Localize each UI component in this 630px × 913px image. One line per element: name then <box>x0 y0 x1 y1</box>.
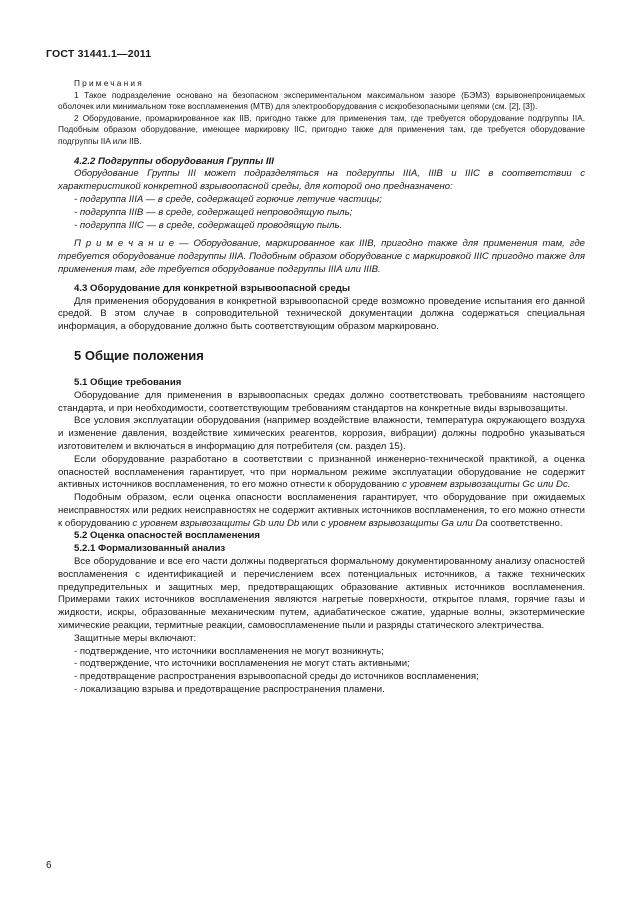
list-item: - локализацию взрыва и предотвращение распространения пламени. <box>74 684 385 696</box>
section-heading: 4.2.2 Подгруппы оборудования Группы III <box>74 155 274 167</box>
paragraph: Все оборудование и все его части должны подвергаться формальному документированному анализу опасностей воспламенения с идентификацией и перечислением всех потенциальных источников, а также технических предупредительных и защитных мер, предотвращающих образование активных источников воспламенения. Примерами таких источников воспламенения являются нагретые поверхности, открытое пламя, горячие газы и жидкости, искры, образованные механическим путем, адиабатическое сжатие, ударные волны, экзотермические химические реакции, термитные реакции, самовоспламенение пыли и разряды статического электричества. <box>58 556 585 632</box>
page-number: 6 <box>46 860 52 871</box>
paragraph: Защитные меры включают: <box>74 632 197 644</box>
text-span: Подобным образом, если оценка опасности воспламенения гарантирует, что оборудование при ожидаемых неисправностях или редких неисправностях не содержит активных источников воспламенения, то его можно отнести к оборудованию <box>58 492 585 529</box>
paragraph <box>58 454 585 492</box>
document-header: ГОСТ 31441.1—2011 <box>46 48 152 60</box>
list-item: - предотвращение распространения взрывоопасной среды до источников воспламенения; <box>74 671 479 683</box>
page-content <box>58 78 585 697</box>
paragraph: Все условия эксплуатации оборудования (например воздействие влажности, температура окружающего воздуха и изменение давления, воздействие химических реагентов, коррозия, вибрации) должны подробно указываться изготовителем и включаться в информацию для потребителя (см. раздел 15). <box>58 415 585 452</box>
notes-title: Примечания <box>74 78 144 88</box>
note-item-1: 1 Такое подразделение основано на безопасном экспериментальном максимальном зазоре (БЭМЗ) взрывонепроницаемых оболочек или минимальном токе воспламенения (МТВ) для электрооборудования с искробезопасными цепями (см. [2], [3]). <box>58 89 585 112</box>
paragraph: Оборудование Группы III может подразделяться на подгруппы IIIA, IIIB и IIIC в соответствии с характеристикой конкретной взрывоопасной среды, для которой оно предназначено: <box>58 168 585 193</box>
note-item-2: 2 Оборудование, промаркированное как IIB, пригодно также для применения там, где требуется оборудование подгруппы IIA. Подобным образом оборудование, имеющее маркировку IIC, пригодно также для применения там, где требуется оборудование подгруппы IIA или IIB. <box>58 112 585 146</box>
section-4-2-2 <box>58 156 585 277</box>
list-item: - подгруппа IIIB — в среде, содержащей непроводящую пыль; <box>74 206 353 218</box>
section-5-2 <box>58 530 585 696</box>
paragraph: Оборудование для применения в взрывоопасных средах должно соответствовать требованиям настоящего стандарта, и при необходимости, соответствующим требованиям стандартов на конкретные виды взрывозащиты. <box>58 389 585 414</box>
list-item: - подтверждение, что источники воспламенения не могут стать активными; <box>74 658 410 670</box>
section-heading: 5.2 Оценка опасностей воспламенения <box>74 530 261 542</box>
text-span: или <box>299 517 321 529</box>
section-5-heading: 5 Общие положения <box>74 347 204 363</box>
notes-block <box>58 78 585 148</box>
section-4-3 <box>58 283 585 334</box>
italic-note: П р и м е ч а н и е — Оборудование, маркированное как IIIB, пригодно также для применения там, где требуется оборудование подгруппы IIIA. Подобным образом оборудование с маркировкой IIIC пригодно также для применения там, где требуется оборудование подгруппы IIIA или IIIB. <box>58 238 585 275</box>
subsection-heading: 5.2.1 Формализованный анализ <box>74 543 226 555</box>
text-span: Если оборудование разработано в соответствии с признанной инженерно-технической практикой, а оценка опасностей воспламенения гарантирует, что при нормальном режиме эксплуатации оборудование не содержит активных источников воспламенения, то его можно отнести к оборудованию <box>58 453 585 491</box>
italic-span: с уровнем взрывозащиты Ga или Da <box>320 517 488 529</box>
text-span: соответственно. <box>487 517 563 529</box>
italic-span: с уровнем взрывозащиты Gb или Db <box>132 517 300 529</box>
list-item: - подтверждение, что источники воспламенения не могут возникнуть; <box>74 645 384 657</box>
section-heading: 4.3 Оборудование для конкретной взрывоопасной среды <box>74 282 351 294</box>
section-heading: 5.1 Общие требования <box>74 376 182 388</box>
paragraph: Для применения оборудования в конкретной взрывоопасной среде возможно проведение испытания его данной средой. В этом случае в сопроводительной технической документации должна содержаться специальная информация, а оборудование должно быть соответствующим образом маркировано. <box>58 295 585 333</box>
list-item: - подгруппа IIIA — в среде, содержащей горючие летучие частицы; <box>74 193 382 205</box>
paragraph <box>58 492 585 530</box>
italic-span: с уровнем взрывозащиты Gc или Dc. <box>402 479 571 491</box>
section-5-1 <box>58 377 585 531</box>
list-item: - подгруппа IIIC — в среде, содержащей проводящую пыль. <box>74 219 343 231</box>
